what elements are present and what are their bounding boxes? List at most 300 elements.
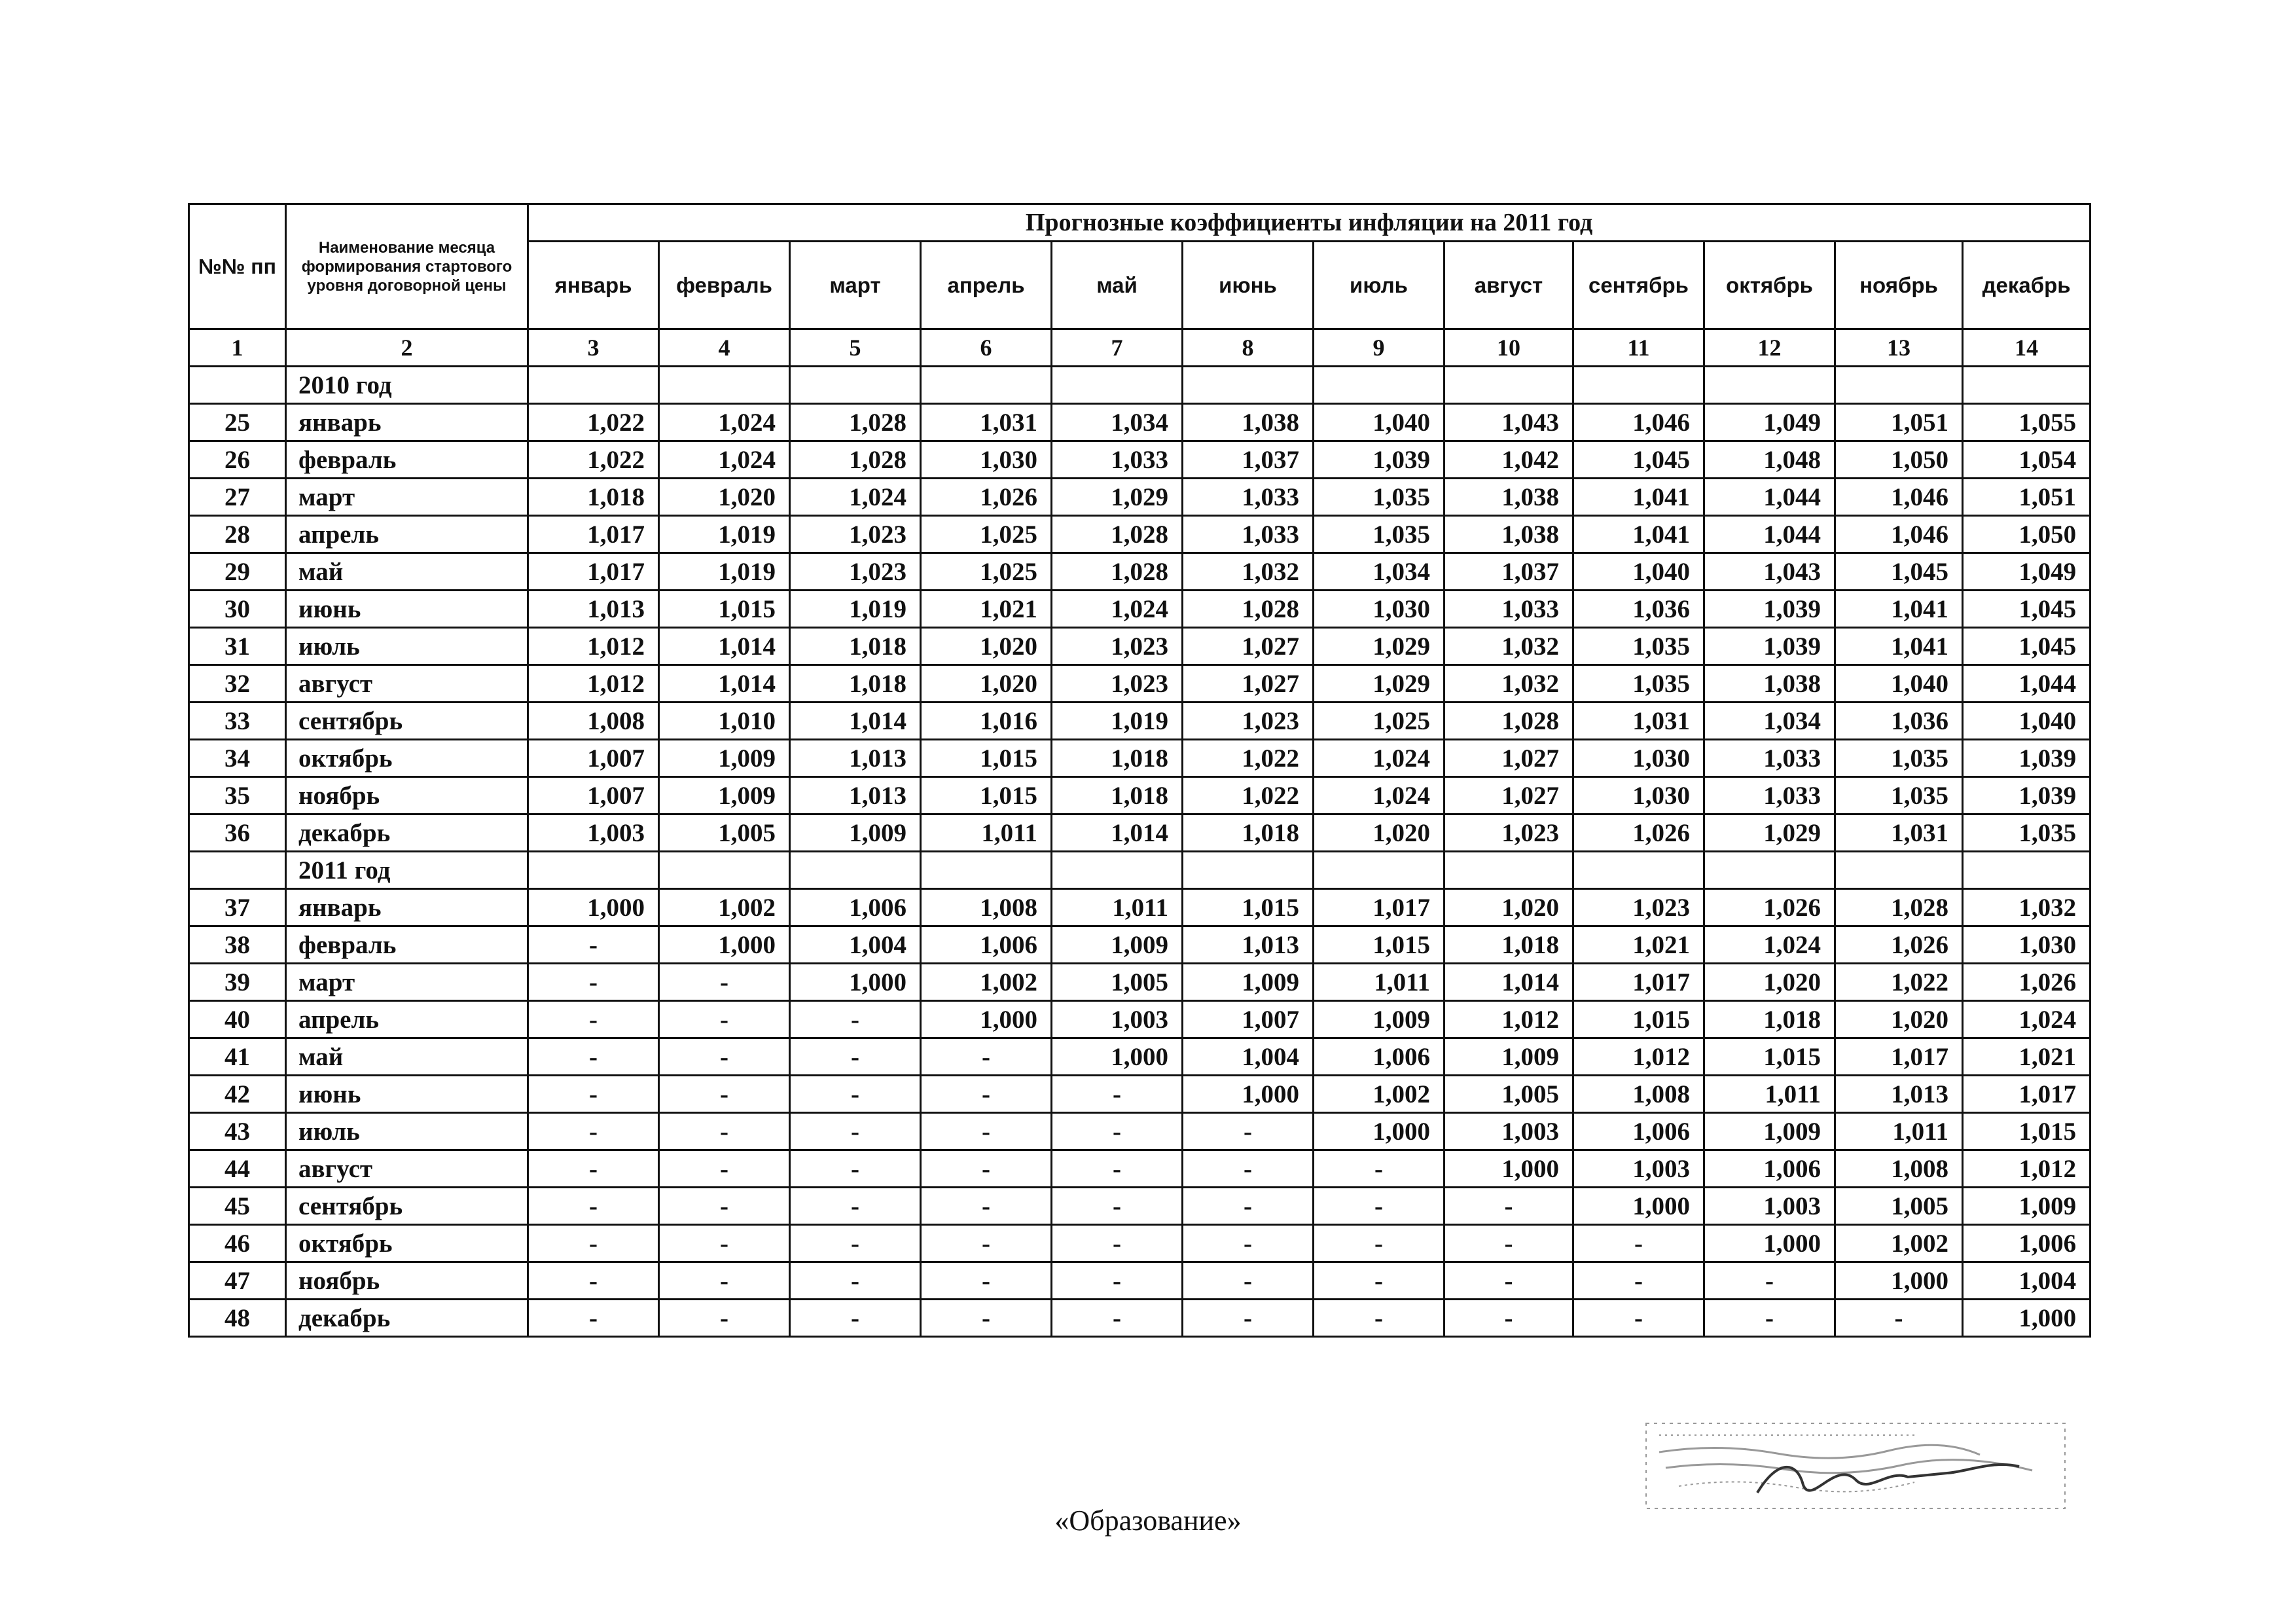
coefficient-cell: 1,033 (1052, 441, 1183, 479)
row-number: 46 (189, 1225, 286, 1262)
coefficient-cell: 1,028 (790, 441, 921, 479)
coefficient-cell: - (528, 1038, 659, 1076)
coefficient-cell: 1,016 (921, 702, 1052, 740)
coefficient-cell: 1,029 (1052, 479, 1183, 516)
empty-cell (528, 852, 659, 889)
coefficient-cell: - (1183, 1150, 1314, 1188)
coefficient-cell: - (528, 1001, 659, 1038)
coefficient-cell: 1,035 (1835, 740, 1963, 777)
coefficient-cell: - (790, 1001, 921, 1038)
coefficient-cell: 1,050 (1835, 441, 1963, 479)
coefficient-cell: 1,023 (1444, 814, 1573, 852)
row-month-name: октябрь (286, 740, 528, 777)
row-number: 41 (189, 1038, 286, 1076)
coefficient-cell: 1,003 (1052, 1001, 1183, 1038)
coefficient-cell: 1,024 (1963, 1001, 2090, 1038)
coefficient-cell: 1,033 (1183, 516, 1314, 553)
empty-cell (1183, 367, 1314, 404)
table-row (189, 777, 2090, 814)
coefficient-cell: 1,040 (1963, 702, 2090, 740)
coefficient-cell: 1,007 (528, 740, 659, 777)
coefficient-cell: 1,039 (1704, 591, 1835, 628)
column-index-cell: 5 (790, 329, 921, 367)
empty-cell (1963, 852, 2090, 889)
coefficient-cell: - (1573, 1225, 1704, 1262)
coefficient-cell: 1,041 (1573, 479, 1704, 516)
coefficient-cell: 1,039 (1314, 441, 1444, 479)
month-header: декабрь (1963, 242, 2090, 329)
coefficient-cell: 1,035 (1963, 814, 2090, 852)
coefficient-cell: 1,013 (790, 740, 921, 777)
row-month-name: январь (286, 404, 528, 441)
coefficient-cell: 1,035 (1573, 628, 1704, 665)
coefficient-cell: 1,046 (1835, 479, 1963, 516)
year-label: 2010 год (286, 367, 528, 404)
month-header: август (1444, 242, 1573, 329)
coefficient-cell: 1,051 (1963, 479, 2090, 516)
coefficient-cell: 1,017 (1835, 1038, 1963, 1076)
coefficient-cell: 1,027 (1183, 628, 1314, 665)
empty-cell (659, 367, 790, 404)
row-month-name: май (286, 1038, 528, 1076)
coefficient-cell: - (1052, 1225, 1183, 1262)
table-row (189, 1150, 2090, 1188)
coefficient-cell: 1,040 (1835, 665, 1963, 702)
month-header: октябрь (1704, 242, 1835, 329)
coefficient-cell: 1,033 (1183, 479, 1314, 516)
row-number: 31 (189, 628, 286, 665)
coefficient-cell: - (528, 926, 659, 964)
coefficient-cell: 1,003 (1444, 1113, 1573, 1150)
coefficient-cell: 1,023 (1052, 665, 1183, 702)
coefficient-cell: 1,026 (1963, 964, 2090, 1001)
coefficient-cell: - (790, 1188, 921, 1225)
coefficient-cell: - (659, 1113, 790, 1150)
coefficient-cell: 1,032 (1444, 665, 1573, 702)
table-row (189, 1225, 2090, 1262)
row-month-name: июнь (286, 1076, 528, 1113)
coefficient-cell: 1,029 (1314, 665, 1444, 702)
coefficient-cell: 1,025 (921, 516, 1052, 553)
coefficient-cell: 1,011 (921, 814, 1052, 852)
coefficient-cell: 1,033 (1704, 777, 1835, 814)
coefficient-cell: - (921, 1113, 1052, 1150)
empty-cell (1183, 852, 1314, 889)
column-index-cell: 13 (1835, 329, 1963, 367)
row-number: 26 (189, 441, 286, 479)
coefficient-cell: - (1835, 1300, 1963, 1337)
coefficient-cell: 1,029 (1314, 628, 1444, 665)
coefficient-cell: - (528, 1262, 659, 1300)
coefficient-cell: 1,007 (1183, 1001, 1314, 1038)
coefficient-cell: - (1183, 1113, 1314, 1150)
row-month-name: апрель (286, 516, 528, 553)
col-number-header: №№ пп (189, 204, 286, 329)
coefficient-cell: - (528, 1150, 659, 1188)
coefficient-cell: - (1444, 1262, 1573, 1300)
coefficient-cell: - (659, 1150, 790, 1188)
table-row (189, 516, 2090, 553)
coefficient-cell: 1,010 (659, 702, 790, 740)
coefficient-cell: 1,000 (1314, 1113, 1444, 1150)
coefficient-cell: 1,006 (1704, 1150, 1835, 1188)
coefficient-cell: 1,011 (1314, 964, 1444, 1001)
coefficient-cell: 1,033 (1704, 740, 1835, 777)
coefficient-cell: 1,024 (1314, 740, 1444, 777)
empty-cell (189, 852, 286, 889)
column-index-cell: 9 (1314, 329, 1444, 367)
coefficient-cell: 1,022 (1183, 777, 1314, 814)
coefficient-cell: 1,006 (1573, 1113, 1704, 1150)
coefficient-cell: 1,028 (1835, 889, 1963, 926)
table-row (189, 740, 2090, 777)
coefficient-cell: 1,038 (1444, 479, 1573, 516)
coefficient-cell: 1,032 (1183, 553, 1314, 591)
coefficient-cell: 1,005 (659, 814, 790, 852)
coefficient-cell: 1,044 (1963, 665, 2090, 702)
coefficient-cell: - (1314, 1188, 1444, 1225)
year-section-row (189, 852, 2090, 889)
coefficient-cell: 1,011 (1052, 889, 1183, 926)
coefficient-cell: 1,019 (659, 553, 790, 591)
inflation-coefficients-table (188, 203, 2091, 1338)
coefficient-cell: 1,009 (659, 777, 790, 814)
coefficient-cell: 1,045 (1835, 553, 1963, 591)
row-number: 29 (189, 553, 286, 591)
coefficient-cell: 1,041 (1835, 591, 1963, 628)
coefficient-cell: 1,005 (1835, 1188, 1963, 1225)
table-row (189, 1038, 2090, 1076)
coefficient-cell: 1,021 (921, 591, 1052, 628)
coefficient-cell: 1,008 (921, 889, 1052, 926)
column-index-cell: 4 (659, 329, 790, 367)
coefficient-cell: 1,009 (1314, 1001, 1444, 1038)
coefficient-cell: 1,020 (1314, 814, 1444, 852)
coefficient-cell: 1,051 (1835, 404, 1963, 441)
coefficient-cell: 1,024 (1314, 777, 1444, 814)
row-month-name: декабрь (286, 1300, 528, 1337)
coefficient-cell: 1,035 (1573, 665, 1704, 702)
coefficient-cell: 1,006 (1314, 1038, 1444, 1076)
coefficient-cell: 1,009 (659, 740, 790, 777)
coefficient-cell: 1,002 (1835, 1225, 1963, 1262)
month-header: июнь (1183, 242, 1314, 329)
column-index-cell: 10 (1444, 329, 1573, 367)
coefficient-cell: 1,018 (1704, 1001, 1835, 1038)
coefficient-cell: 1,017 (1963, 1076, 2090, 1113)
coefficient-cell: 1,008 (1835, 1150, 1963, 1188)
coefficient-cell: - (528, 1113, 659, 1150)
empty-cell (1573, 852, 1704, 889)
coefficient-cell: 1,018 (1052, 777, 1183, 814)
empty-cell (1314, 367, 1444, 404)
coefficient-cell: 1,027 (1444, 740, 1573, 777)
row-number: 40 (189, 1001, 286, 1038)
table-row (189, 628, 2090, 665)
coefficient-cell: - (1314, 1150, 1444, 1188)
empty-cell (1444, 367, 1573, 404)
coefficient-cell: 1,009 (1183, 964, 1314, 1001)
row-month-name: апрель (286, 1001, 528, 1038)
row-number: 38 (189, 926, 286, 964)
table-row (189, 964, 2090, 1001)
coefficient-cell: 1,023 (790, 553, 921, 591)
coefficient-cell: - (1052, 1113, 1183, 1150)
coefficient-cell: 1,054 (1963, 441, 2090, 479)
coefficient-cell: 1,031 (1573, 702, 1704, 740)
table-row (189, 1188, 2090, 1225)
coefficient-cell: 1,029 (1704, 814, 1835, 852)
month-header: апрель (921, 242, 1052, 329)
empty-cell (921, 852, 1052, 889)
coefficient-cell: 1,021 (1963, 1038, 2090, 1076)
coefficient-cell: 1,011 (1835, 1113, 1963, 1150)
table-row (189, 889, 2090, 926)
coefficient-cell: - (1052, 1076, 1183, 1113)
coefficient-cell: 1,024 (1704, 926, 1835, 964)
row-number: 28 (189, 516, 286, 553)
coefficient-cell: 1,005 (1052, 964, 1183, 1001)
coefficient-cell: 1,000 (528, 889, 659, 926)
table-row (189, 1113, 2090, 1150)
coefficient-cell: 1,035 (1314, 516, 1444, 553)
coefficient-cell: 1,027 (1183, 665, 1314, 702)
coefficient-cell: 1,042 (1444, 441, 1573, 479)
coefficient-cell: 1,013 (528, 591, 659, 628)
coefficient-cell: 1,025 (1314, 702, 1444, 740)
coefficient-cell: 1,002 (921, 964, 1052, 1001)
coefficient-cell: 1,032 (1444, 628, 1573, 665)
coefficient-cell: 1,032 (1963, 889, 2090, 926)
empty-cell (1835, 367, 1963, 404)
row-month-name: август (286, 665, 528, 702)
coefficient-cell: 1,020 (921, 628, 1052, 665)
coefficient-cell: 1,004 (1183, 1038, 1314, 1076)
coefficient-cell: - (528, 1225, 659, 1262)
coefficient-cell: - (1052, 1150, 1183, 1188)
coefficient-cell: 1,009 (1704, 1113, 1835, 1150)
coefficient-cell: 1,045 (1573, 441, 1704, 479)
table-row (189, 1076, 2090, 1113)
column-index-cell: 1 (189, 329, 286, 367)
coefficient-cell: 1,035 (1314, 479, 1444, 516)
empty-cell (790, 367, 921, 404)
coefficient-cell: - (1183, 1262, 1314, 1300)
coefficient-cell: - (528, 964, 659, 1001)
coefficient-cell: 1,019 (790, 591, 921, 628)
coefficient-cell: 1,020 (1835, 1001, 1963, 1038)
coefficient-cell: - (1052, 1300, 1183, 1337)
empty-cell (1963, 367, 2090, 404)
coefficient-cell: 1,015 (1963, 1113, 2090, 1150)
coefficient-cell: - (921, 1038, 1052, 1076)
coefficient-cell: 1,012 (1573, 1038, 1704, 1076)
coefficient-cell: 1,012 (1444, 1001, 1573, 1038)
row-number: 43 (189, 1113, 286, 1150)
coefficient-cell: 1,014 (659, 665, 790, 702)
table-row (189, 926, 2090, 964)
coefficient-cell: 1,024 (1052, 591, 1183, 628)
empty-cell (1573, 367, 1704, 404)
coefficient-cell: - (659, 1038, 790, 1076)
coefficient-cell: 1,015 (659, 591, 790, 628)
month-header: февраль (659, 242, 790, 329)
coefficient-cell: 1,018 (790, 628, 921, 665)
year-section-row (189, 367, 2090, 404)
coefficient-cell: - (921, 1188, 1052, 1225)
table-body (189, 367, 2090, 1337)
coefficient-cell: - (921, 1300, 1052, 1337)
coefficient-cell: 1,024 (790, 479, 921, 516)
row-number: 45 (189, 1188, 286, 1225)
coefficient-cell: - (1573, 1262, 1704, 1300)
coefficient-cell: - (528, 1188, 659, 1225)
coefficient-cell: 1,041 (1835, 628, 1963, 665)
coefficient-cell: 1,031 (1835, 814, 1963, 852)
coefficient-cell: 1,041 (1573, 516, 1704, 553)
coefficient-cell: - (1183, 1300, 1314, 1337)
column-index-cell: 2 (286, 329, 528, 367)
empty-cell (1444, 852, 1573, 889)
coefficient-cell: 1,028 (1183, 591, 1314, 628)
coefficient-cell: 1,043 (1444, 404, 1573, 441)
coefficient-cell: 1,030 (1573, 777, 1704, 814)
coefficient-cell: 1,005 (1444, 1076, 1573, 1113)
coefficient-cell: 1,014 (1444, 964, 1573, 1001)
column-index-cell: 6 (921, 329, 1052, 367)
table-row (189, 1300, 2090, 1337)
coefficient-cell: 1,012 (528, 628, 659, 665)
coefficient-cell: 1,044 (1704, 516, 1835, 553)
coefficient-cell: 1,020 (659, 479, 790, 516)
coefficient-cell: 1,030 (1963, 926, 2090, 964)
row-number: 44 (189, 1150, 286, 1188)
year-label: 2011 год (286, 852, 528, 889)
coefficient-cell: 1,002 (659, 889, 790, 926)
row-month-name: июль (286, 1113, 528, 1150)
coefficient-cell: 1,018 (1052, 740, 1183, 777)
coefficient-cell: 1,020 (1444, 889, 1573, 926)
coefficient-cell: 1,026 (1704, 889, 1835, 926)
coefficient-cell: 1,023 (1052, 628, 1183, 665)
coefficient-cell: 1,008 (528, 702, 659, 740)
coefficient-cell: 1,004 (790, 926, 921, 964)
coefficient-cell: - (1183, 1188, 1314, 1225)
coefficient-cell: 1,036 (1835, 702, 1963, 740)
row-month-name: декабрь (286, 814, 528, 852)
table-row (189, 441, 2090, 479)
coefficient-cell: - (528, 1076, 659, 1113)
coefficient-cell: 1,000 (1573, 1188, 1704, 1225)
row-number: 34 (189, 740, 286, 777)
row-month-name: ноябрь (286, 777, 528, 814)
coefficient-cell: 1,030 (921, 441, 1052, 479)
coefficient-cell: 1,006 (921, 926, 1052, 964)
coefficient-cell: 1,017 (528, 516, 659, 553)
coefficient-cell: - (528, 1300, 659, 1337)
coefficient-cell: 1,012 (528, 665, 659, 702)
table-row (189, 814, 2090, 852)
coefficient-cell: - (1573, 1300, 1704, 1337)
coefficient-cell: 1,003 (1573, 1150, 1704, 1188)
coefficient-cell: - (1314, 1225, 1444, 1262)
coefficient-cell: 1,019 (659, 516, 790, 553)
coefficient-cell: - (1444, 1188, 1573, 1225)
coefficient-cell: - (1183, 1225, 1314, 1262)
row-number: 36 (189, 814, 286, 852)
coefficient-cell: - (790, 1113, 921, 1150)
empty-cell (921, 367, 1052, 404)
footer-label: «Образование» (1054, 1504, 1242, 1537)
coefficient-cell: - (659, 1225, 790, 1262)
coefficient-cell: 1,043 (1704, 553, 1835, 591)
coefficient-cell: 1,022 (1183, 740, 1314, 777)
coefficient-cell: 1,018 (1444, 926, 1573, 964)
row-month-name: февраль (286, 926, 528, 964)
coefficient-cell: 1,037 (1444, 553, 1573, 591)
coefficient-cell: 1,027 (1444, 777, 1573, 814)
coefficient-cell: - (790, 1150, 921, 1188)
coefficient-cell: 1,000 (1704, 1225, 1835, 1262)
coefficient-cell: - (659, 1001, 790, 1038)
table-row (189, 404, 2090, 441)
coefficient-cell: 1,028 (1444, 702, 1573, 740)
coefficient-cell: 1,008 (1573, 1076, 1704, 1113)
coefficient-cell: 1,026 (1835, 926, 1963, 964)
coefficient-cell: - (790, 1038, 921, 1076)
table-row (189, 665, 2090, 702)
coefficient-cell: - (790, 1262, 921, 1300)
coefficient-cell: - (1052, 1262, 1183, 1300)
coefficient-cell: 1,014 (1052, 814, 1183, 852)
coefficient-cell: 1,034 (1052, 404, 1183, 441)
empty-cell (189, 367, 286, 404)
row-month-name: ноябрь (286, 1262, 528, 1300)
coefficient-cell: - (1444, 1300, 1573, 1337)
coefficient-cell: 1,000 (659, 926, 790, 964)
row-month-name: июнь (286, 591, 528, 628)
coefficient-cell: 1,011 (1704, 1076, 1835, 1113)
row-number: 27 (189, 479, 286, 516)
month-header: январь (528, 242, 659, 329)
coefficient-cell: 1,013 (790, 777, 921, 814)
column-index-cell: 3 (528, 329, 659, 367)
coefficient-cell: 1,034 (1704, 702, 1835, 740)
row-month-name: сентябрь (286, 1188, 528, 1225)
column-index-cell: 7 (1052, 329, 1183, 367)
coefficient-cell: 1,039 (1963, 777, 2090, 814)
row-number: 32 (189, 665, 286, 702)
month-header: сентябрь (1573, 242, 1704, 329)
coefficient-cell: 1,020 (1704, 964, 1835, 1001)
coefficient-cell: 1,030 (1314, 591, 1444, 628)
coefficient-cell: - (659, 1262, 790, 1300)
coefficient-cell: - (1704, 1262, 1835, 1300)
coefficient-cell: 1,022 (528, 404, 659, 441)
coefficient-cell: - (790, 1076, 921, 1113)
row-number: 48 (189, 1300, 286, 1337)
table-row (189, 1001, 2090, 1038)
coefficient-cell: 1,015 (1314, 926, 1444, 964)
column-index-cell: 12 (1704, 329, 1835, 367)
coefficient-cell: 1,019 (1052, 702, 1183, 740)
coefficient-cell: 1,037 (1183, 441, 1314, 479)
coefficient-cell: 1,004 (1963, 1262, 2090, 1300)
coefficient-cell: 1,009 (1444, 1038, 1573, 1076)
coefficient-cell: 1,000 (1835, 1262, 1963, 1300)
coefficient-cell: 1,045 (1963, 628, 2090, 665)
coefficient-cell: - (921, 1150, 1052, 1188)
